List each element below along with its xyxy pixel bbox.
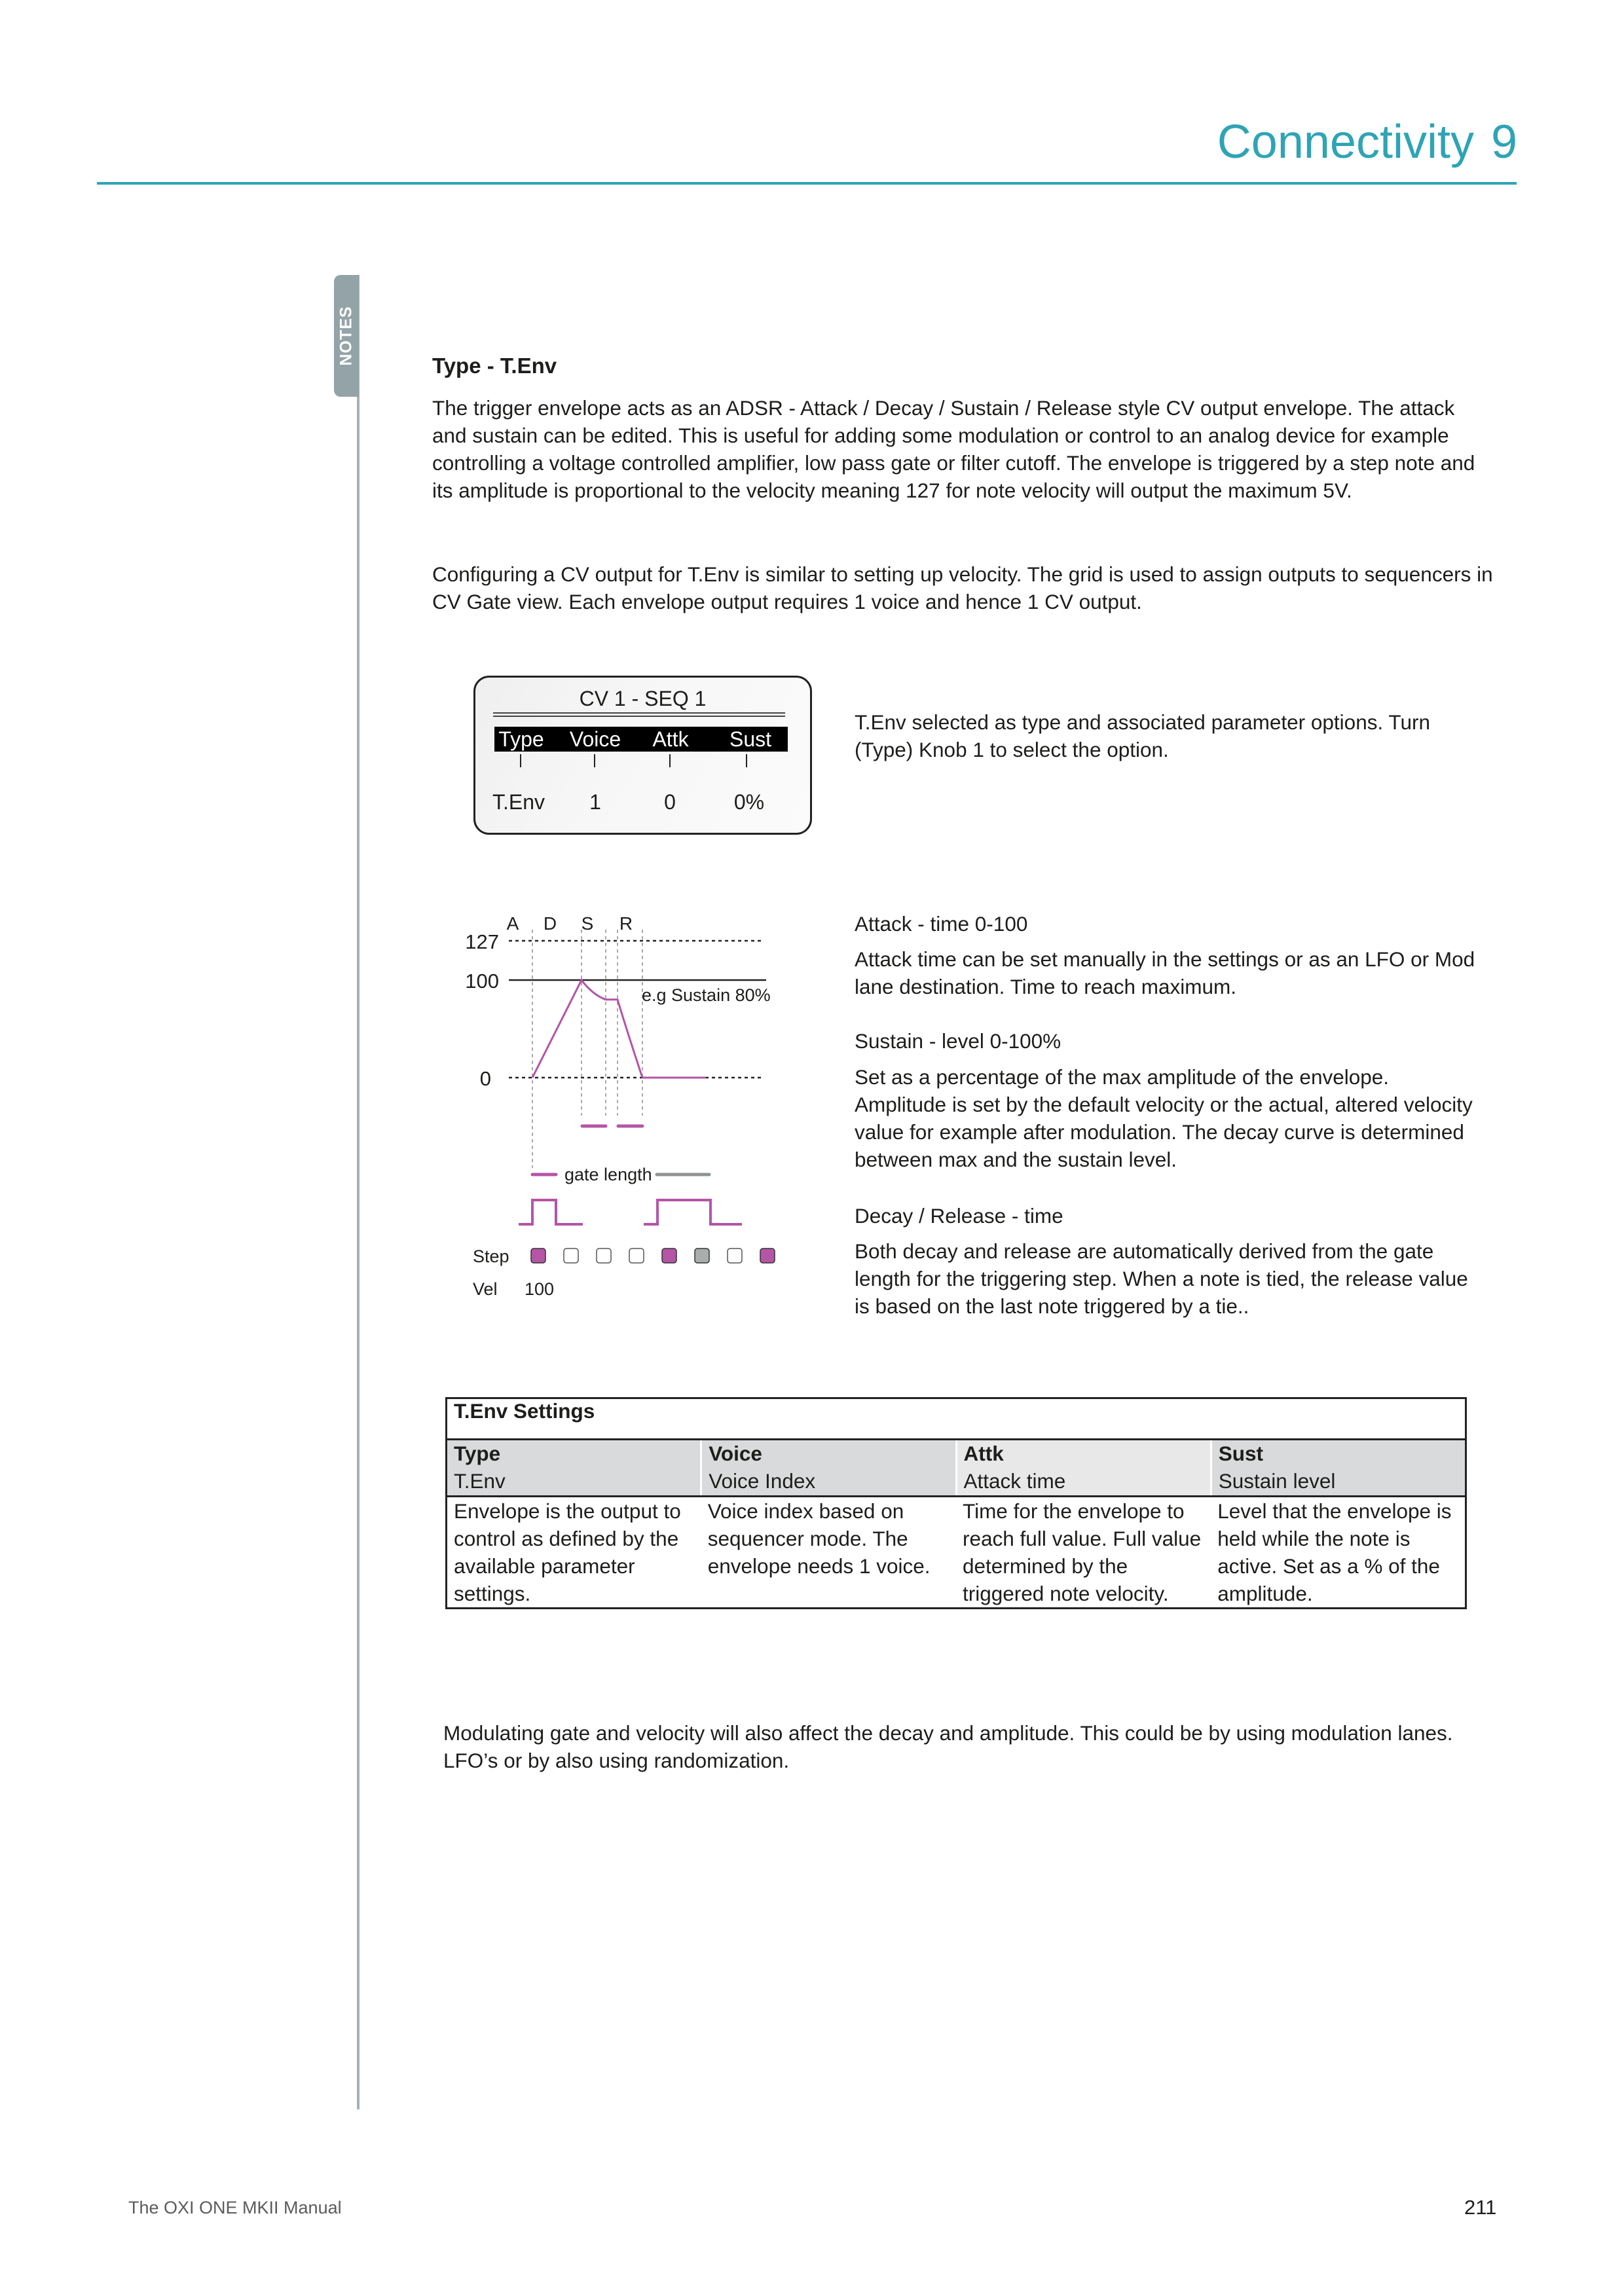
tenv-settings-table <box>445 1397 1467 1609</box>
short-gate-pulse <box>519 1200 583 1224</box>
step-tie-square <box>695 1248 709 1263</box>
chapter-title: Connectivity <box>1217 116 1474 168</box>
table-cell: Voice index based on sequencer mode. The envelope needs 1 voice. <box>707 1499 931 1578</box>
step-off-square <box>728 1248 742 1263</box>
section-title: Type - T.Env <box>432 354 557 378</box>
lcd-value-sust: 0% <box>733 790 765 814</box>
lcd-tick <box>669 754 671 767</box>
step-off-square <box>629 1248 644 1263</box>
table-row <box>447 1497 1466 1609</box>
envelope-curve <box>532 980 642 1078</box>
lcd-title-rule <box>493 712 785 717</box>
step-sequence <box>531 1248 775 1263</box>
closing-paragraph: Modulating gate and velocity will also affect the decay and amplitude. This could be by using modulation lanes. LFO’s or by also using randomization. <box>443 1721 1453 1772</box>
vel-label: Vel <box>473 1279 498 1299</box>
lcd-header-attk: Attk <box>652 727 689 751</box>
stage-label-sustain: S <box>581 913 594 934</box>
lcd-value-type: T.Env <box>492 790 545 814</box>
column-name: Attk <box>963 1442 1004 1465</box>
step-on-square <box>662 1248 676 1263</box>
column-name: Voice <box>709 1442 762 1465</box>
config-paragraph: Configuring a CV output for T.Env is similar to setting up velocity. The grid is used to assign outputs to sequencers in CV Gate view. Each envelope output requires 1 voice and hence 1 CV output. <box>432 562 1493 613</box>
chapter-number: 9 <box>1490 116 1517 168</box>
attack-text: Attack time can be set manually in the settings or as an LFO or Mod lane destination. Time to reach maximum. <box>855 947 1475 998</box>
step-off-square <box>597 1248 611 1263</box>
column-name: Sust <box>1218 1442 1264 1465</box>
table-cell: Time for the envelope to reach full value. Full value determined by the triggered note velocity. <box>963 1499 1202 1605</box>
sustain-heading: Sustain - level 0-100% <box>855 1029 1061 1053</box>
table-header-cell <box>956 1440 1211 1497</box>
footer-manual-name: The OXI ONE MKII Manual <box>128 2198 342 2217</box>
stage-label-decay: D <box>543 913 557 934</box>
lcd-header-sust: Sust <box>729 727 772 751</box>
notes-label: NOTES <box>337 306 356 366</box>
step-label: Step <box>473 1247 509 1266</box>
step-on-square <box>760 1248 775 1263</box>
lcd-screen <box>473 676 812 835</box>
lcd-value-voice: 1 <box>589 790 601 814</box>
step-on-square <box>531 1248 545 1263</box>
column-value: Attack time <box>963 1469 1066 1493</box>
table-title: T.Env Settings <box>447 1398 1466 1440</box>
sustain-text: Set as a percentage of the max amplitude of the envelope. Amplitude is set by the default velocity or the actual, altered velocity value for example after modulation. The decay curve is determined between max and the sustain level. <box>855 1065 1473 1171</box>
lcd-tick <box>746 754 747 767</box>
lcd-tick <box>520 754 521 767</box>
lcd-caption: T.Env selected as type and associated parameter options. Turn (Type) Knob 1 to select the option. <box>855 710 1431 761</box>
lcd-tick <box>594 754 595 767</box>
table-header-cell <box>701 1440 956 1497</box>
vel-value: 100 <box>525 1279 555 1299</box>
lcd-value-attk: 0 <box>664 790 676 814</box>
lcd-title: CV 1 - SEQ 1 <box>579 687 707 710</box>
level-label-127: 127 <box>465 930 499 953</box>
stage-label-release: R <box>619 913 633 934</box>
lcd-header-voice: Voice <box>569 727 621 751</box>
table-cell: Envelope is the output to control as defined by the available parameter settings. <box>454 1499 681 1605</box>
intro-paragraph: The trigger envelope acts as an ADSR - Attack / Decay / Sustain / Release style CV output envelope. The attack and sustain can be edited. This is useful for adding some modulation or control to an analog device for example controlling a voltage controlled amplifier, low pass gate or filter cutoff. The envelope is triggered by a step note and its amplitude is proportional to the velocity meaning 127 for note velocity will output the maximum 5V. <box>432 396 1475 502</box>
stage-label-attack: A <box>506 913 519 934</box>
level-label-100: 100 <box>465 970 499 993</box>
table-header-cell <box>447 1440 701 1497</box>
column-value: Sustain level <box>1218 1469 1336 1493</box>
decay-release-text: Both decay and release are automatically derived from the gate length for the triggering step. When a note is tied, the release value is based on the last note triggered by a tie.. <box>855 1239 1468 1318</box>
chapter-heading <box>1217 115 1517 169</box>
table-title-row <box>447 1398 1466 1440</box>
page-number: 211 <box>1464 2196 1497 2219</box>
column-name: Type <box>454 1442 501 1465</box>
lcd-header-type: Type <box>498 727 544 751</box>
long-gate-pulse <box>644 1200 742 1224</box>
column-value: T.Env <box>454 1469 506 1493</box>
table-cell: Level that the envelope is held while the note is active. Set as a % of the amplitude. <box>1217 1499 1452 1605</box>
table-header-cell <box>1211 1440 1466 1497</box>
attack-heading: Attack - time 0-100 <box>855 912 1028 936</box>
notes-tab <box>334 275 359 397</box>
header-divider <box>97 182 1517 185</box>
notes-margin-line <box>357 275 360 2109</box>
column-value: Voice Index <box>709 1469 816 1493</box>
decay-release-heading: Decay / Release - time <box>855 1204 1063 1228</box>
table-header-row <box>447 1440 1466 1497</box>
gate-length-label: gate length <box>564 1165 652 1184</box>
sustain-note: e.g Sustain 80% <box>642 985 771 1005</box>
step-off-square <box>564 1248 578 1263</box>
level-label-0: 0 <box>479 1067 491 1090</box>
envelope-diagram <box>458 897 825 1329</box>
